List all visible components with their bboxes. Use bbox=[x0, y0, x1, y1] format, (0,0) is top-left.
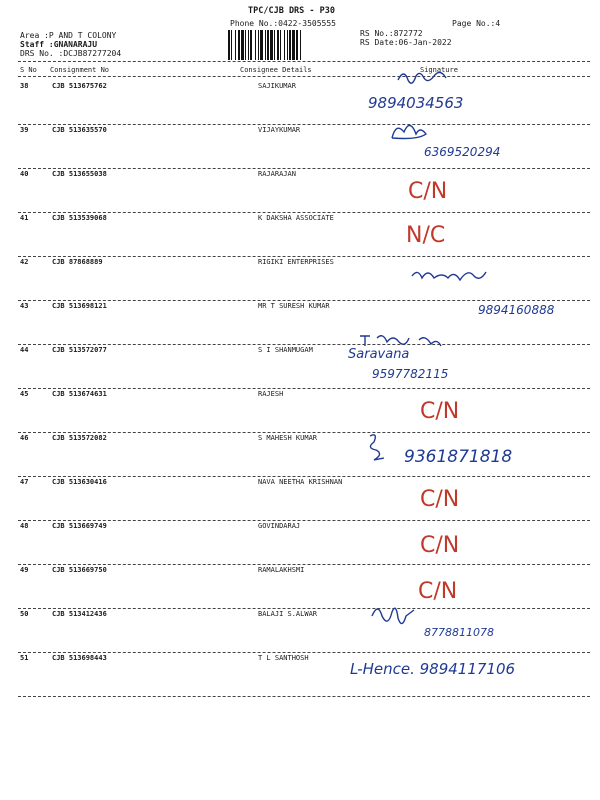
signature-scribble bbox=[412, 272, 486, 280]
row-consignee: NAVA NEETHA KRISHNAN bbox=[258, 478, 343, 486]
col-consignment: Consignment No bbox=[50, 66, 110, 74]
handwritten-phone: 9894160888 bbox=[478, 303, 555, 317]
col-sno: S No bbox=[20, 66, 37, 74]
handwritten-cn: C/N bbox=[420, 533, 460, 558]
handwritten-cn: C/N bbox=[408, 179, 448, 204]
signature-scribble bbox=[370, 435, 384, 460]
row-sno: 49 bbox=[20, 566, 29, 574]
row-sno: 46 bbox=[20, 434, 29, 442]
row-consignee: RIGIKI ENTERPRISES bbox=[258, 258, 334, 266]
row-consignment-no: CJB 513674631 bbox=[52, 390, 107, 398]
row-sno: 50 bbox=[20, 610, 29, 618]
row-sno: 42 bbox=[20, 258, 29, 266]
row-consignee: RAJESH bbox=[258, 390, 284, 398]
row-consignee: MR T SURESH KUMAR bbox=[258, 302, 330, 310]
row-sno: 38 bbox=[20, 82, 29, 90]
row-consignee: SAJIKUMAR bbox=[258, 82, 296, 90]
row-sno: 41 bbox=[20, 214, 29, 222]
signature-scribble bbox=[398, 72, 446, 83]
signature-scribble bbox=[372, 608, 414, 623]
handwritten-nc: N/C bbox=[406, 223, 446, 248]
row-sno: 45 bbox=[20, 390, 29, 398]
row-sno: 40 bbox=[20, 170, 29, 178]
row-consignment-no: CJB 87868889 bbox=[52, 258, 103, 266]
row-consignee: S MAHESH KUMAR bbox=[258, 434, 318, 442]
page-number: Page No.:4 bbox=[452, 19, 501, 28]
staff-label: Staff :GNANARAJU bbox=[20, 40, 98, 49]
area-label: Area :P AND T COLONY bbox=[20, 31, 117, 40]
handwritten-note: L-Hence. 9894117106 bbox=[350, 660, 516, 678]
handwritten-cn: C/N bbox=[420, 399, 460, 424]
handwritten-cn: C/N bbox=[420, 487, 460, 512]
row-consignee: RAJARAJAN bbox=[258, 170, 296, 178]
row-consignee: BALAJI S.ALWAR bbox=[258, 610, 318, 618]
row-consignment-no: CJB 513630416 bbox=[52, 478, 107, 486]
row-consignee: S I SHANMUGAM bbox=[258, 346, 313, 354]
row-consignment-no: CJB 513412436 bbox=[52, 610, 107, 618]
row-consignment-no: CJB 513675762 bbox=[52, 82, 107, 90]
signature-scribble bbox=[392, 125, 426, 138]
sheet-title: TPC/CJB DRS - P30 bbox=[248, 6, 335, 16]
handwritten-note: Saravana bbox=[348, 347, 410, 362]
row-sno: 51 bbox=[20, 654, 29, 662]
row-consignee: K DAKSHA ASSOCIATE bbox=[258, 214, 334, 222]
handwritten-phone: 6369520294 bbox=[424, 145, 501, 159]
drs-number: DRS No. :DCJB87277204 bbox=[20, 49, 122, 58]
row-consignment-no: CJB 513635570 bbox=[52, 126, 107, 134]
row-consignment-no: CJB 513669749 bbox=[52, 522, 107, 530]
handwritten-phone: 9597782115 bbox=[372, 367, 449, 381]
row-sno: 43 bbox=[20, 302, 29, 310]
handwritten-phone: 8778811078 bbox=[424, 626, 494, 639]
row-consignment-no: CJB 513698443 bbox=[52, 654, 107, 662]
rs-number: RS No.:872772 bbox=[360, 29, 423, 38]
row-consignee: GOVINDARAJ bbox=[258, 522, 301, 530]
handwritten-cn: C/N bbox=[418, 579, 458, 604]
phone-number: Phone No.:0422-3505555 bbox=[230, 19, 336, 28]
handwritten-phone: 9894034563 bbox=[368, 94, 464, 112]
row-consignee: RAMALAKHSMI bbox=[258, 566, 305, 574]
col-consignee: Consignee Details bbox=[240, 66, 312, 74]
row-sno: 48 bbox=[20, 522, 29, 530]
row-sno: 39 bbox=[20, 126, 29, 134]
row-consignment-no: CJB 513698121 bbox=[52, 302, 107, 310]
row-consignee: VIJAYKUMAR bbox=[258, 126, 301, 134]
rs-date: RS Date:06-Jan-2022 bbox=[360, 38, 452, 47]
signature-scribble bbox=[360, 336, 441, 346]
row-consignee: T L SANTHOSH bbox=[258, 654, 309, 662]
row-consignment-no: CJB 513539068 bbox=[52, 214, 107, 222]
row-consignment-no: CJB 513572082 bbox=[52, 434, 107, 442]
row-sno: 47 bbox=[20, 478, 29, 486]
col-signature: Signature bbox=[420, 66, 458, 74]
handwritten-phone: 9361871818 bbox=[404, 447, 513, 467]
row-consignment-no: CJB 513572077 bbox=[52, 346, 107, 354]
row-consignment-no: CJB 513655038 bbox=[52, 170, 107, 178]
row-consignment-no: CJB 513669750 bbox=[52, 566, 107, 574]
row-sno: 44 bbox=[20, 346, 29, 354]
